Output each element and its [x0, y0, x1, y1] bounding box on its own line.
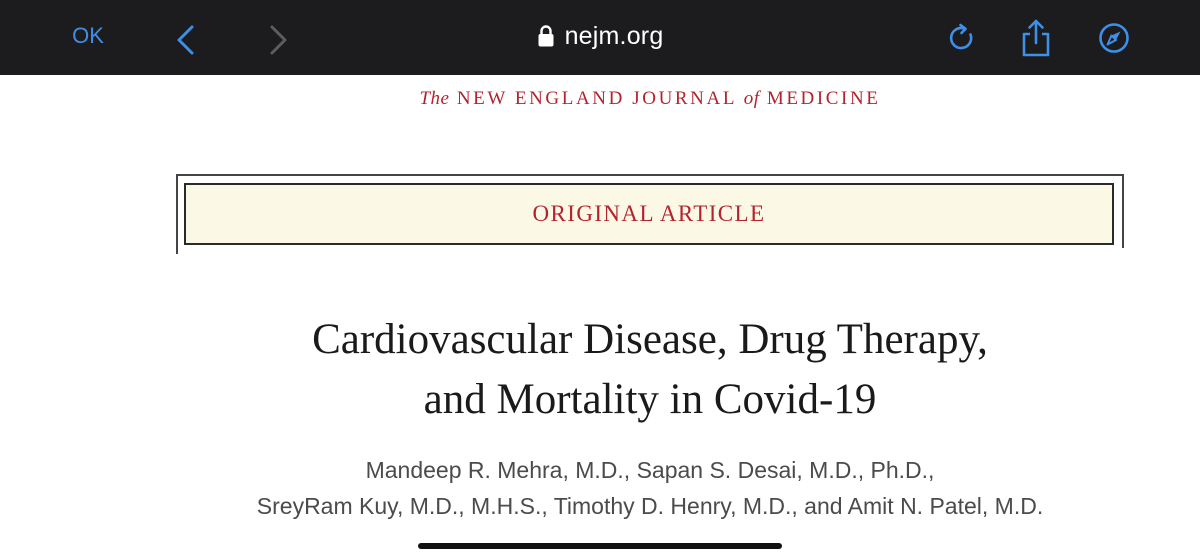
- reload-button[interactable]: [942, 18, 982, 58]
- authors-line-1: Mandeep R. Mehra, M.D., Sapan S. Desai, M.D., Ph.D.,: [365, 457, 935, 483]
- home-indicator[interactable]: [418, 543, 782, 549]
- frame-left-rule: [176, 174, 178, 254]
- reload-icon: [947, 23, 977, 53]
- journal-prefix: The: [419, 88, 450, 109]
- journal-masthead: [0, 88, 1200, 110]
- article-title-line-2: and Mortality in Covid-19: [423, 376, 877, 423]
- article-title-line-1: Cardiovascular Disease, Drug Therapy,: [312, 316, 988, 363]
- chevron-right-icon: [268, 24, 290, 56]
- article-title: [0, 310, 1200, 430]
- article-authors: [0, 452, 1200, 524]
- compass-icon: [1098, 22, 1130, 54]
- authors-line-2: SreyRam Kuy, M.D., M.H.S., Timothy D. Henry, M.D., and Amit N. Patel, M.D.: [256, 493, 1044, 519]
- browser-toolbar: [0, 0, 1200, 75]
- done-button[interactable]: OK: [72, 23, 104, 48]
- open-in-browser-button[interactable]: [1094, 18, 1134, 58]
- article-type-label: ORIGINAL ARTICLE: [532, 201, 766, 226]
- chevron-left-icon: [174, 24, 196, 56]
- forward-button[interactable]: [262, 20, 296, 60]
- journal-of: of: [743, 88, 760, 109]
- share-icon: [1021, 18, 1051, 58]
- share-button[interactable]: [1016, 14, 1056, 62]
- lock-icon: [537, 24, 555, 48]
- journal-name-part-b: MEDICINE: [766, 88, 881, 109]
- back-button[interactable]: [168, 20, 202, 60]
- article-type-banner: [184, 183, 1114, 245]
- address-bar[interactable]: [500, 14, 700, 58]
- url-text: nejm.org: [564, 21, 664, 50]
- journal-name-part-a: NEW ENGLAND JOURNAL: [456, 88, 737, 109]
